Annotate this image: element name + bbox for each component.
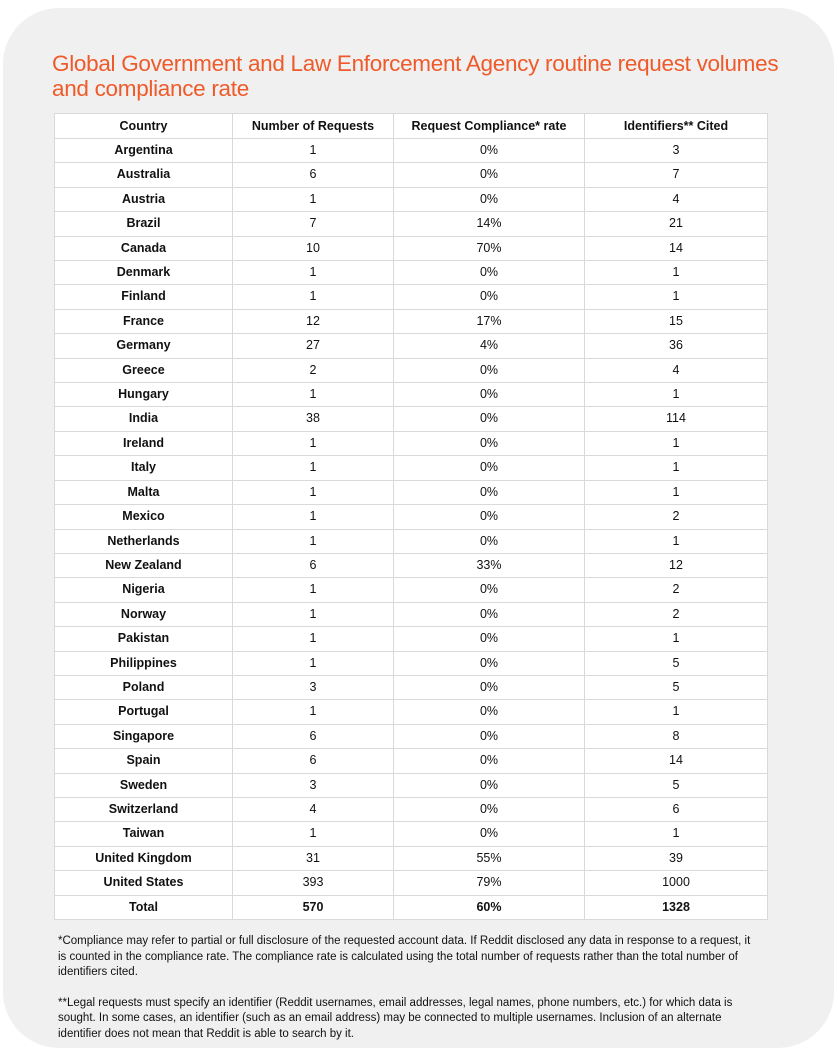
cell-requests: 393 — [233, 871, 394, 895]
cell-country: United Kingdom — [55, 846, 233, 870]
table-row — [55, 627, 768, 651]
table-row — [55, 212, 768, 236]
cell-country: Austria — [55, 187, 233, 211]
cell-requests: 3 — [233, 675, 394, 699]
cell-identifiers: 4 — [585, 358, 768, 382]
cell-requests: 7 — [233, 212, 394, 236]
cell-requests: 1 — [233, 602, 394, 626]
cell-identifiers: 1 — [585, 480, 768, 504]
cell-requests: 1 — [233, 139, 394, 163]
cell-requests: 1 — [233, 431, 394, 455]
cell-identifiers: 1 — [585, 383, 768, 407]
cell-requests: 1 — [233, 578, 394, 602]
cell-compliance-rate: 0% — [394, 163, 585, 187]
cell-compliance-rate: 0% — [394, 187, 585, 211]
cell-country: Greece — [55, 358, 233, 382]
cell-identifiers: 5 — [585, 773, 768, 797]
cell-compliance-rate: 0% — [394, 651, 585, 675]
cell-identifiers: 114 — [585, 407, 768, 431]
cell-compliance-rate: 4% — [394, 334, 585, 358]
cell-country: India — [55, 407, 233, 431]
cell-country: Spain — [55, 749, 233, 773]
cell-country: Taiwan — [55, 822, 233, 846]
cell-country: Australia — [55, 163, 233, 187]
cell-requests: 6 — [233, 163, 394, 187]
cell-identifiers: 1 — [585, 261, 768, 285]
table-row — [55, 187, 768, 211]
page-title: Global Government and Law Enforcement Agency routine request volumes and compliance rate — [52, 51, 779, 101]
cell-requests: 570 — [233, 895, 394, 919]
report-card — [3, 8, 834, 1048]
cell-identifiers: 6 — [585, 797, 768, 821]
header-identifiers-cited: Identifiers** Cited — [585, 114, 768, 139]
cell-requests: 4 — [233, 797, 394, 821]
cell-requests: 31 — [233, 846, 394, 870]
table-row — [55, 553, 768, 577]
cell-country: Singapore — [55, 724, 233, 748]
header-compliance-rate: Request Compliance* rate — [394, 114, 585, 139]
cell-country: Argentina — [55, 139, 233, 163]
cell-country: New Zealand — [55, 553, 233, 577]
cell-identifiers: 36 — [585, 334, 768, 358]
cell-identifiers: 5 — [585, 675, 768, 699]
cell-compliance-rate: 0% — [394, 627, 585, 651]
footnote-compliance: *Compliance may refer to partial or full disclosure of the requested account data. If Reddit disclosed any data in response to a request, it is counted in the compliance rate. The compliance rate is calculated using the total number of requests rather than the total number of identifiers cited. — [58, 935, 751, 978]
cell-requests: 10 — [233, 236, 394, 260]
table-row — [55, 822, 768, 846]
cell-compliance-rate: 70% — [394, 236, 585, 260]
cell-compliance-rate: 0% — [394, 724, 585, 748]
cell-country: Brazil — [55, 212, 233, 236]
cell-compliance-rate: 0% — [394, 749, 585, 773]
cell-requests: 38 — [233, 407, 394, 431]
cell-identifiers: 5 — [585, 651, 768, 675]
cell-compliance-rate: 0% — [394, 139, 585, 163]
table-row — [55, 334, 768, 358]
table-row — [55, 871, 768, 895]
cell-compliance-rate: 0% — [394, 675, 585, 699]
cell-compliance-rate: 0% — [394, 383, 585, 407]
cell-country: Pakistan — [55, 627, 233, 651]
table-row — [55, 797, 768, 821]
cell-country: Finland — [55, 285, 233, 309]
cell-identifiers: 1000 — [585, 871, 768, 895]
cell-country: Philippines — [55, 651, 233, 675]
table-row — [55, 505, 768, 529]
table-row — [55, 724, 768, 748]
cell-requests: 1 — [233, 822, 394, 846]
table-row — [55, 846, 768, 870]
table-total-row — [55, 895, 768, 919]
cell-identifiers: 2 — [585, 505, 768, 529]
cell-country: Portugal — [55, 700, 233, 724]
cell-country: France — [55, 309, 233, 333]
cell-identifiers: 39 — [585, 846, 768, 870]
cell-country: Norway — [55, 602, 233, 626]
cell-requests: 1 — [233, 480, 394, 504]
cell-compliance-rate: 0% — [394, 529, 585, 553]
cell-identifiers: 14 — [585, 236, 768, 260]
cell-country: Netherlands — [55, 529, 233, 553]
cell-compliance-rate: 0% — [394, 700, 585, 724]
cell-identifiers: 1 — [585, 456, 768, 480]
cell-country: Poland — [55, 675, 233, 699]
cell-compliance-rate: 0% — [394, 797, 585, 821]
cell-identifiers: 1 — [585, 700, 768, 724]
table-row — [55, 358, 768, 382]
table-row — [55, 456, 768, 480]
cell-requests: 2 — [233, 358, 394, 382]
table-row — [55, 675, 768, 699]
cell-requests: 6 — [233, 553, 394, 577]
cell-compliance-rate: 0% — [394, 456, 585, 480]
table-row — [55, 139, 768, 163]
cell-requests: 1 — [233, 627, 394, 651]
cell-country: Mexico — [55, 505, 233, 529]
table-row — [55, 285, 768, 309]
cell-country: Total — [55, 895, 233, 919]
cell-country: United States — [55, 871, 233, 895]
cell-identifiers: 1 — [585, 285, 768, 309]
footnote-identifiers: **Legal requests must specify an identifier (Reddit usernames, email addresses, legal names, phone numbers, etc.) for which data is sought. In some cases, an identifier (such as an email address) may be connected to multiple usernames. Inclusion of an alternate identifier does not mean that Reddit is able to search by it. — [58, 996, 733, 1040]
cell-identifiers: 15 — [585, 309, 768, 333]
table-header-row — [55, 114, 768, 139]
table-row — [55, 578, 768, 602]
table-row — [55, 261, 768, 285]
table-row — [55, 602, 768, 626]
cell-country: Malta — [55, 480, 233, 504]
cell-country: Canada — [55, 236, 233, 260]
table-body — [55, 139, 768, 920]
header-number-of-requests: Number of Requests — [233, 114, 394, 139]
table-row — [55, 383, 768, 407]
cell-requests: 3 — [233, 773, 394, 797]
cell-identifiers: 1328 — [585, 895, 768, 919]
cell-requests: 1 — [233, 651, 394, 675]
table-row — [55, 773, 768, 797]
cell-requests: 1 — [233, 383, 394, 407]
footnotes — [58, 934, 758, 1057]
cell-identifiers: 8 — [585, 724, 768, 748]
table-row — [55, 431, 768, 455]
cell-requests: 27 — [233, 334, 394, 358]
cell-country: Nigeria — [55, 578, 233, 602]
cell-compliance-rate: 0% — [394, 578, 585, 602]
table-row — [55, 529, 768, 553]
cell-compliance-rate: 0% — [394, 261, 585, 285]
cell-identifiers: 1 — [585, 529, 768, 553]
cell-compliance-rate: 0% — [394, 602, 585, 626]
cell-requests: 12 — [233, 309, 394, 333]
cell-compliance-rate: 0% — [394, 822, 585, 846]
cell-compliance-rate: 17% — [394, 309, 585, 333]
cell-requests: 1 — [233, 456, 394, 480]
cell-identifiers: 1 — [585, 431, 768, 455]
table-row — [55, 749, 768, 773]
cell-compliance-rate: 0% — [394, 407, 585, 431]
table-row — [55, 700, 768, 724]
cell-requests: 1 — [233, 285, 394, 309]
cell-requests: 1 — [233, 261, 394, 285]
cell-compliance-rate: 33% — [394, 553, 585, 577]
cell-compliance-rate: 0% — [394, 480, 585, 504]
table-row — [55, 309, 768, 333]
cell-identifiers: 1 — [585, 627, 768, 651]
cell-requests: 1 — [233, 700, 394, 724]
cell-country: Germany — [55, 334, 233, 358]
table-row — [55, 236, 768, 260]
cell-identifiers: 3 — [585, 139, 768, 163]
cell-requests: 1 — [233, 529, 394, 553]
requests-table — [54, 113, 768, 920]
table-row — [55, 480, 768, 504]
cell-compliance-rate: 0% — [394, 285, 585, 309]
cell-country: Italy — [55, 456, 233, 480]
cell-country: Ireland — [55, 431, 233, 455]
cell-compliance-rate: 0% — [394, 505, 585, 529]
cell-compliance-rate: 60% — [394, 895, 585, 919]
cell-identifiers: 1 — [585, 822, 768, 846]
cell-identifiers: 7 — [585, 163, 768, 187]
cell-country: Denmark — [55, 261, 233, 285]
cell-country: Switzerland — [55, 797, 233, 821]
cell-identifiers: 21 — [585, 212, 768, 236]
table-row — [55, 651, 768, 675]
cell-compliance-rate: 79% — [394, 871, 585, 895]
cell-compliance-rate: 0% — [394, 358, 585, 382]
table-row — [55, 163, 768, 187]
cell-compliance-rate: 14% — [394, 212, 585, 236]
cell-requests: 1 — [233, 505, 394, 529]
cell-identifiers: 2 — [585, 602, 768, 626]
cell-country: Sweden — [55, 773, 233, 797]
cell-country: Hungary — [55, 383, 233, 407]
table-row — [55, 407, 768, 431]
cell-compliance-rate: 55% — [394, 846, 585, 870]
cell-identifiers: 2 — [585, 578, 768, 602]
cell-identifiers: 12 — [585, 553, 768, 577]
cell-compliance-rate: 0% — [394, 431, 585, 455]
cell-requests: 6 — [233, 724, 394, 748]
cell-requests: 1 — [233, 187, 394, 211]
cell-requests: 6 — [233, 749, 394, 773]
cell-identifiers: 4 — [585, 187, 768, 211]
cell-identifiers: 14 — [585, 749, 768, 773]
cell-compliance-rate: 0% — [394, 773, 585, 797]
header-country: Country — [55, 114, 233, 139]
